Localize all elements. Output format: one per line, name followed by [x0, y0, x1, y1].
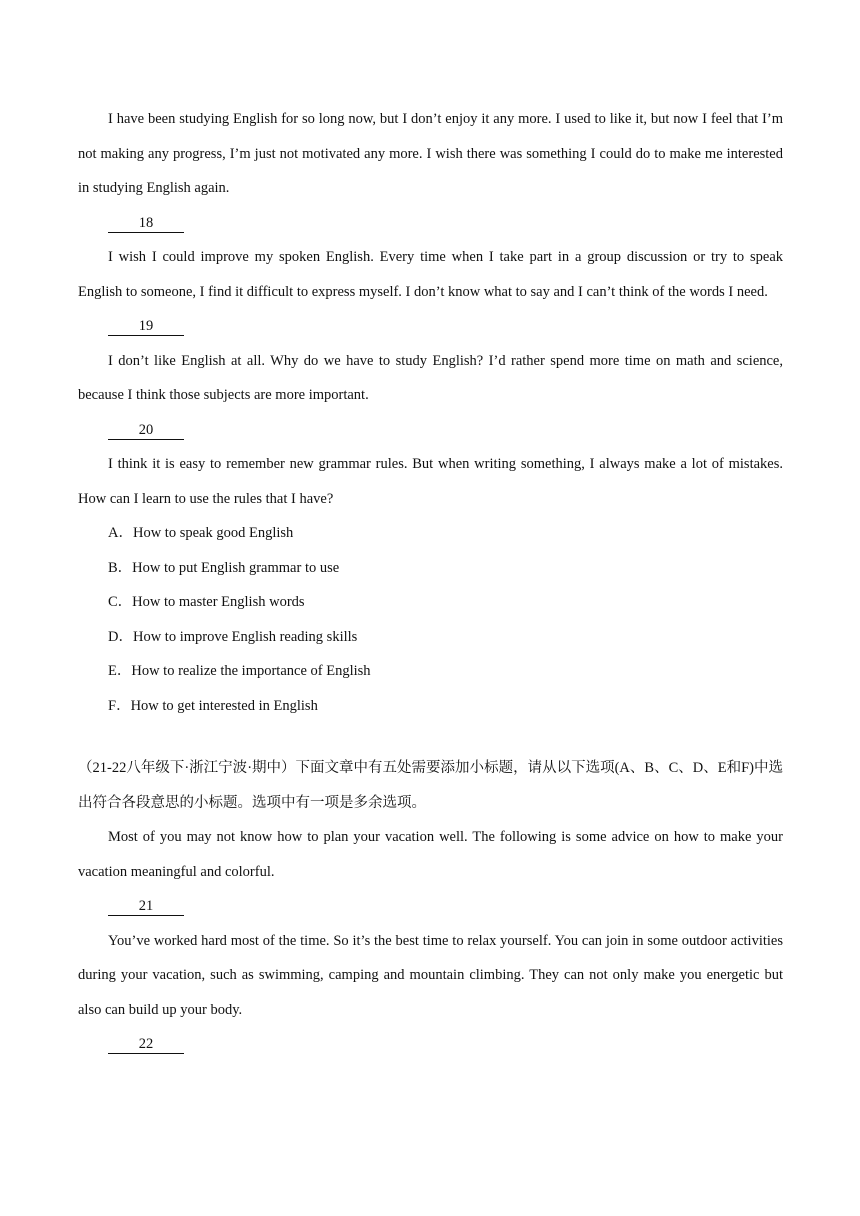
document-page [78, 102, 783, 1062]
paragraph-1: I have been studying English for so long now, but I don’t enjoy it any more. I used to like it, but now I feel that I’m not making any progress, I’m just not motivated any more. I wish there was something I could do to make me interested in studying English again. [78, 111, 783, 196]
question-intro: （21-22八年级下·浙江宁波·期中）下面文章中有五处需要添加小标题，请从以下选项(A、B、C、D、E和F)中选出符合各段意思的小标题。选项中有一项是多余选项。 [78, 760, 783, 811]
option-a: A．How to speak good English [108, 525, 294, 541]
option-f: F．How to get interested in English [108, 697, 318, 714]
blank-18 [78, 206, 783, 241]
paragraph-4: I think it is easy to remember new grammar rules. But when writing something, I always make a lot of mistakes. How can I learn to use the rules that I have? [78, 456, 783, 507]
option-c: C．How to master English words [108, 594, 305, 610]
option-e: E．How to realize the importance of English [108, 663, 371, 679]
blank-number: 21 [108, 898, 184, 916]
paragraph-6: You’ve worked hard most of the time. So it’s the best time to relax yourself. You can join in some outdoor activities during your vacation, such as swimming, camping and mountain climbing. They can not only make you energetic but also can build up your body. [78, 932, 783, 1018]
paragraph-2: I wish I could improve my spoken English. Every time when I take part in a group discussion or try to speak English to someone, I find it difficult to express myself. I don’t know what to say and I can’t think of the words I need. [78, 249, 783, 300]
paragraph-5: Most of you may not know how to plan your vacation well. The following is some advice on how to make your vacation meaningful and colorful. [78, 829, 783, 880]
blank-number: 18 [108, 215, 184, 233]
blank-20 [78, 413, 783, 448]
option-d: D．How to improve English reading skills [108, 628, 358, 645]
blank-number: 19 [108, 318, 184, 336]
blank-number: 22 [108, 1036, 184, 1054]
section-gap [78, 723, 783, 751]
blank-19 [78, 309, 783, 344]
option-b: B．How to put English grammar to use [108, 559, 340, 576]
paragraph-3: I don’t like English at all. Why do we have to study English? I’d rather spend more time on math and science, because I think those subjects are more important. [78, 352, 783, 403]
blank-22 [78, 1027, 783, 1062]
blank-21 [78, 889, 783, 924]
blank-number: 20 [108, 422, 184, 440]
